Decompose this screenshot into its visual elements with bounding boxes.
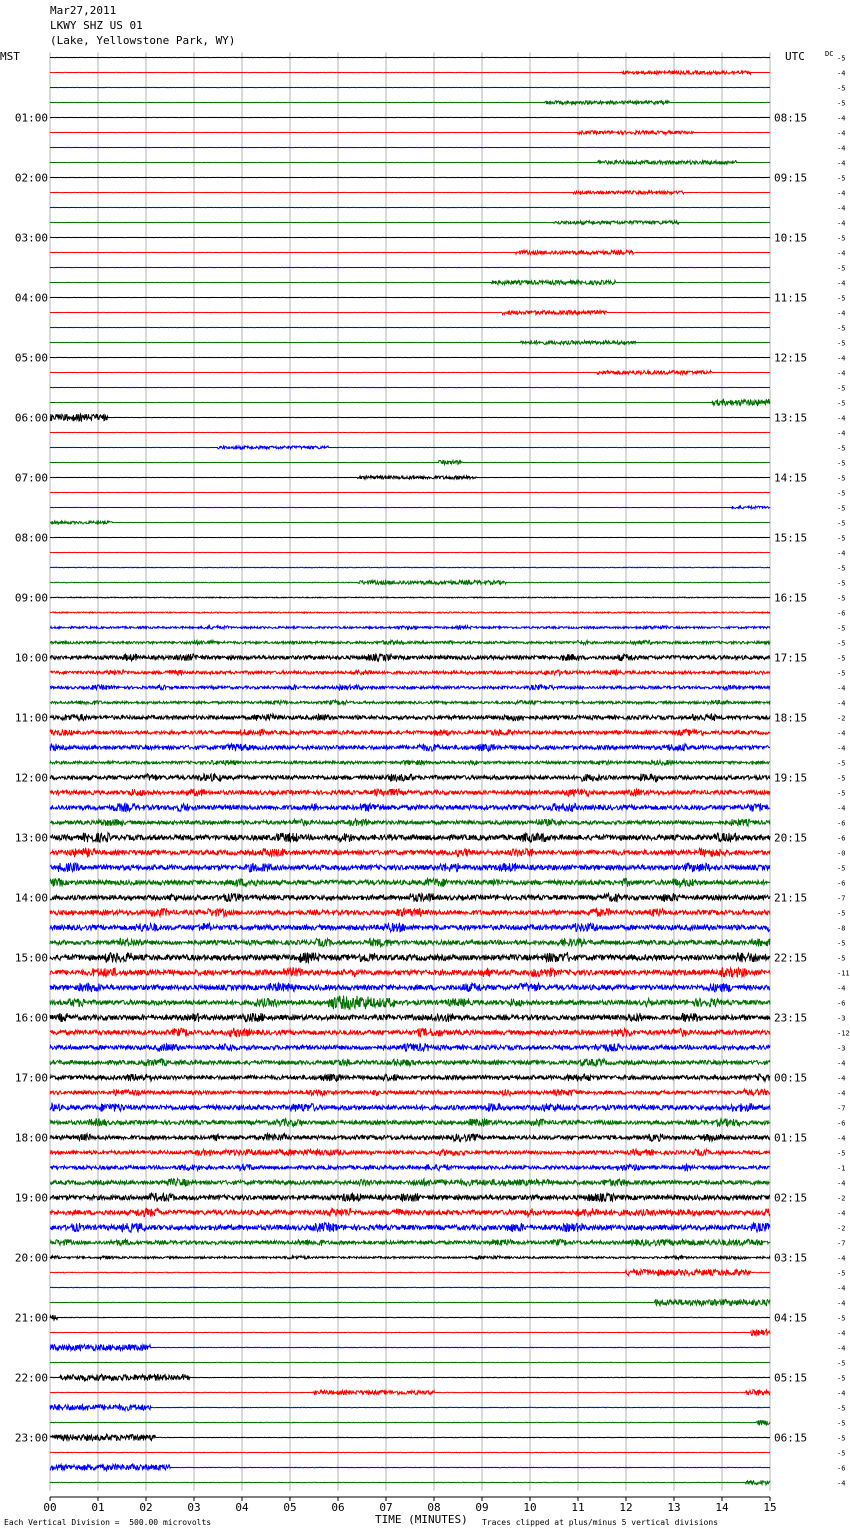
- dc-offset-label: -5: [837, 54, 846, 63]
- seismic-trace-row-60: [50, 953, 770, 963]
- x-tick-label: 08: [427, 1501, 441, 1514]
- x-tick-label: 01: [91, 1501, 105, 1514]
- seismic-trace-row-85: [50, 1329, 770, 1335]
- seismic-trace-row-39: [50, 640, 770, 644]
- right-hour-label: 12:15: [774, 351, 808, 365]
- x-tick-label: 03: [187, 1501, 201, 1514]
- seismic-trace-row-62: [50, 983, 770, 992]
- seismic-trace-row-72: [50, 1134, 770, 1142]
- chart-date: Mar27,2011: [50, 4, 117, 17]
- dc-offset-label: -5: [837, 1449, 846, 1458]
- dc-offset-label: -6: [837, 1119, 846, 1128]
- dc-offset-label: -5: [837, 84, 846, 93]
- dc-offset-label: -4: [837, 1209, 846, 1218]
- dc-offset-label: -4: [837, 189, 846, 198]
- seismic-trace-row-78: [50, 1223, 770, 1232]
- right-hour-label: 15:15: [774, 531, 808, 545]
- chart-location: (Lake, Yellowstone Park, WY): [50, 34, 236, 47]
- seismic-trace-row-71: [50, 1119, 770, 1127]
- left-hour-label: 07:00: [14, 471, 48, 485]
- dc-offset-label: -5: [837, 444, 846, 453]
- x-tick-label: 11: [571, 1501, 585, 1514]
- seismic-trace-row-95: [50, 1480, 770, 1485]
- dc-offset-label: -4: [837, 1329, 846, 1338]
- dc-offset-label: -5: [837, 669, 846, 678]
- seismic-trace-row-81: [50, 1269, 770, 1275]
- dc-offset-label: -2: [837, 1224, 846, 1233]
- seismic-trace-row-26: [50, 446, 770, 449]
- seismic-trace-row-36: [50, 597, 770, 598]
- dc-offset-label: -6: [837, 834, 846, 843]
- dc-offset-label: -5: [837, 954, 846, 963]
- dc-offset-label: -5: [837, 1269, 846, 1278]
- seismic-trace-row-50: [50, 803, 770, 811]
- seismic-trace-row-45: [50, 729, 770, 736]
- seismic-trace-row-69: [50, 1089, 770, 1095]
- left-hour-label: 17:00: [14, 1071, 48, 1085]
- x-tick-label: 00: [43, 1501, 57, 1514]
- dc-offset-label: -6: [837, 1464, 846, 1473]
- seismic-trace-row-86: [50, 1344, 770, 1350]
- left-hour-label: 14:00: [14, 891, 48, 905]
- left-hour-label: 03:00: [14, 231, 48, 245]
- seismic-trace-row-21: [50, 371, 770, 375]
- left-hour-label: 21:00: [14, 1311, 48, 1325]
- seismic-trace-row-90: [50, 1405, 770, 1411]
- dc-offset-label: -4: [837, 984, 846, 993]
- seismic-trace-row-17: [50, 310, 770, 314]
- dc-offset-label: -2: [837, 714, 846, 723]
- dc-offset-label: -4: [837, 1089, 846, 1098]
- seismic-trace-row-44: [50, 714, 770, 721]
- seismic-trace-row-92: [50, 1435, 770, 1441]
- dc-offset-label: -4: [837, 1389, 846, 1398]
- dc-offset-label: -5: [837, 1149, 846, 1158]
- dc-offset-label: -5: [837, 384, 846, 393]
- right-hour-label: 23:15: [774, 1011, 808, 1025]
- dc-offset-label: -4: [837, 369, 846, 378]
- dc-offset-label: -5: [837, 1314, 846, 1323]
- seismic-trace-row-75: [50, 1179, 770, 1186]
- seismic-trace-row-23: [50, 399, 770, 405]
- seismic-trace-row-30: [50, 506, 770, 509]
- dc-offset-label: -6: [837, 999, 846, 1008]
- seismic-trace-row-43: [50, 700, 770, 705]
- dc-offset-label: -3: [837, 1014, 846, 1023]
- dc-offset-label: -4: [837, 1179, 846, 1188]
- seismic-trace-row-28: [50, 476, 770, 479]
- seismic-trace-row-27: [50, 460, 770, 464]
- seismic-trace-row-31: [50, 521, 770, 524]
- dc-offset-label: -5: [837, 504, 846, 513]
- clip-note: Traces clipped at plus/minus 5 vertical divisions: [482, 1518, 719, 1527]
- left-hour-label: 08:00: [14, 531, 48, 545]
- x-tick-label: 12: [619, 1501, 633, 1514]
- seismic-trace-row-55: [50, 878, 770, 887]
- dc-offset-label: -6: [837, 879, 846, 888]
- dc-offset-label: -4: [837, 429, 846, 438]
- dc-offset-label: -5: [837, 294, 846, 303]
- left-hour-label: 01:00: [14, 111, 48, 125]
- dc-offset-label: -12: [837, 1029, 850, 1038]
- dc-offset-label: -8: [837, 924, 846, 933]
- seismic-trace-row-46: [50, 744, 770, 752]
- seismic-trace-row-9: [50, 191, 770, 194]
- seismic-trace-row-51: [50, 819, 770, 826]
- seismic-trace-row-84: [50, 1315, 770, 1320]
- dc-offset-label: -3: [837, 1044, 846, 1053]
- dc-offset-label: -4: [837, 1284, 846, 1293]
- seismic-trace-row-89: [50, 1390, 770, 1396]
- dc-offset-label: -4: [837, 309, 846, 318]
- dc-offset-label: -5: [837, 264, 846, 273]
- dc-offset-label: -4: [837, 354, 846, 363]
- dc-offset-label: -5: [837, 1434, 846, 1443]
- right-hour-label: 21:15: [774, 891, 808, 905]
- seismic-trace-row-34: [50, 567, 770, 568]
- left-hour-label: 22:00: [14, 1371, 48, 1385]
- left-hour-label: 20:00: [14, 1251, 48, 1265]
- left-hour-label: 11:00: [14, 711, 48, 725]
- seismic-trace-row-42: [50, 685, 770, 690]
- dc-offset-label: -5: [837, 1419, 846, 1428]
- dc-offset-label: -5: [837, 1359, 846, 1368]
- dc-offset-label: -5: [837, 399, 846, 408]
- seismic-trace-row-64: [50, 1013, 770, 1022]
- dc-offset-label: -4: [837, 1479, 846, 1488]
- x-tick-label: 13: [667, 1501, 681, 1514]
- seismic-trace-row-49: [50, 789, 770, 797]
- dc-offset-label: -5: [837, 534, 846, 543]
- left-hour-label: 13:00: [14, 831, 48, 845]
- dc-offset-label: -4: [837, 804, 846, 813]
- right-hour-label: 06:15: [774, 1431, 808, 1445]
- dc-offset-label: -5: [837, 174, 846, 183]
- dc-offset-header: DC: [825, 50, 834, 58]
- right-hour-label: 01:15: [774, 1131, 808, 1145]
- dc-offset-label: -4: [837, 129, 846, 138]
- x-tick-label: 05: [283, 1501, 297, 1514]
- seismic-trace-row-19: [50, 341, 770, 345]
- dc-offset-label: -5: [837, 654, 846, 663]
- seismic-trace-row-68: [50, 1074, 770, 1082]
- scale-note: Each Vertical Division = 500.00 microvolts: [4, 1518, 212, 1527]
- left-hour-label: 04:00: [14, 291, 48, 305]
- dc-offset-label: -4: [837, 1134, 846, 1143]
- dc-offset-label: -5: [837, 519, 846, 528]
- seismic-trace-row-77: [50, 1208, 770, 1217]
- seismic-trace-row-48: [50, 774, 770, 782]
- right-hour-label: 16:15: [774, 591, 808, 605]
- dc-offset-label: -4: [837, 144, 846, 153]
- seismic-trace-row-70: [50, 1103, 770, 1112]
- dc-offset-label: -4: [837, 249, 846, 258]
- dc-offset-label: -0: [837, 849, 846, 858]
- left-hour-label: 23:00: [14, 1431, 48, 1445]
- dc-offset-label: -4: [837, 114, 846, 123]
- seismic-trace-row-94: [50, 1464, 770, 1470]
- right-hour-label: 04:15: [774, 1311, 808, 1325]
- dc-offset-label: -5: [837, 1404, 846, 1413]
- seismic-trace-row-7: [50, 161, 770, 165]
- dc-offset-label: -2: [837, 1194, 846, 1203]
- seismic-trace-row-57: [50, 908, 770, 917]
- x-tick-label: 07: [379, 1501, 393, 1514]
- left-hour-label: 06:00: [14, 411, 48, 425]
- left-hour-label: 09:00: [14, 591, 48, 605]
- dc-offset-label: -4: [837, 684, 846, 693]
- right-hour-label: 03:15: [774, 1251, 808, 1265]
- x-tick-label: 15: [763, 1501, 777, 1514]
- dc-offset-label: -4: [837, 699, 846, 708]
- seismic-trace-row-63: [50, 996, 770, 1010]
- dc-offset-label: -4: [837, 414, 846, 423]
- dc-offset-label: -5: [837, 234, 846, 243]
- dc-offset-label: -4: [837, 204, 846, 213]
- dc-offset-label: -4: [837, 69, 846, 78]
- right-hour-label: 11:15: [774, 291, 808, 305]
- dc-offset-label: -6: [837, 609, 846, 618]
- dc-offset-label: -5: [837, 909, 846, 918]
- seismic-trace-row-24: [50, 414, 770, 421]
- dc-offset-label: -4: [837, 549, 846, 558]
- right-hour-label: 20:15: [774, 831, 808, 845]
- dc-offset-label: -5: [837, 489, 846, 498]
- dc-offset-label: -11: [837, 969, 850, 978]
- seismic-trace-row-76: [50, 1193, 770, 1201]
- seismic-trace-row-38: [50, 626, 770, 630]
- seismic-trace-row-40: [50, 654, 770, 661]
- dc-offset-label: -4: [837, 729, 846, 738]
- seismic-trace-row-3: [50, 101, 770, 104]
- chart-station: LKWY SHZ US 01: [50, 19, 143, 32]
- right-hour-label: 00:15: [774, 1071, 808, 1085]
- seismic-trace-row-67: [50, 1059, 770, 1067]
- dc-offset-label: -7: [837, 1104, 846, 1113]
- x-axis-title: TIME (MINUTES): [375, 1513, 468, 1526]
- seismic-trace-row-66: [50, 1044, 770, 1052]
- x-tick-label: 14: [715, 1501, 729, 1514]
- dc-offset-label: -5: [837, 474, 846, 483]
- left-hour-label: 19:00: [14, 1191, 48, 1205]
- seismic-trace-row-15: [50, 280, 770, 284]
- seismic-trace-row-13: [50, 250, 770, 254]
- x-tick-label: 02: [139, 1501, 153, 1514]
- right-hour-label: 14:15: [774, 471, 808, 485]
- seismic-trace-row-11: [50, 221, 770, 224]
- seismic-trace-row-53: [50, 848, 770, 856]
- right-hour-label: 22:15: [774, 951, 808, 965]
- dc-offset-label: -5: [837, 564, 846, 573]
- seismic-trace-row-73: [50, 1149, 770, 1156]
- right-hour-label: 17:15: [774, 651, 808, 665]
- seismic-trace-row-5: [50, 131, 770, 134]
- right-timezone-label: UTC: [785, 50, 805, 63]
- dc-offset-label: -5: [837, 939, 846, 948]
- dc-offset-label: -4: [837, 1254, 846, 1263]
- dc-offset-label: -5: [837, 864, 846, 873]
- seismic-trace-row-74: [50, 1164, 770, 1171]
- dc-offset-label: -7: [837, 1239, 846, 1248]
- seismic-trace-row-91: [50, 1420, 770, 1425]
- dc-offset-label: -6: [837, 819, 846, 828]
- dc-offset-label: -5: [837, 774, 846, 783]
- dc-offset-label: -4: [837, 219, 846, 228]
- seismic-trace-row-59: [50, 939, 770, 947]
- seismic-trace-row-35: [50, 580, 770, 584]
- dc-offset-label: -4: [837, 279, 846, 288]
- dc-offset-label: -5: [837, 339, 846, 348]
- seismic-trace-row-65: [50, 1028, 770, 1036]
- seismic-trace-row-83: [50, 1299, 770, 1305]
- dc-offset-label: -5: [837, 639, 846, 648]
- x-tick-label: 04: [235, 1501, 249, 1514]
- seismic-trace-row-88: [50, 1374, 770, 1380]
- right-hour-label: 18:15: [774, 711, 808, 725]
- seismic-trace-row-61: [50, 968, 770, 978]
- x-tick-label: 09: [475, 1501, 489, 1514]
- left-hour-label: 16:00: [14, 1011, 48, 1025]
- dc-offset-label: -4: [837, 1299, 846, 1308]
- dc-offset-label: -4: [837, 744, 846, 753]
- dc-offset-label: -5: [837, 324, 846, 333]
- x-tick-label: 06: [331, 1501, 345, 1514]
- left-hour-label: 02:00: [14, 171, 48, 185]
- right-hour-label: 09:15: [774, 171, 808, 185]
- dc-offset-label: -1: [837, 1164, 846, 1173]
- right-hour-label: 10:15: [774, 231, 808, 245]
- left-hour-label: 18:00: [14, 1131, 48, 1145]
- right-hour-label: 05:15: [774, 1371, 808, 1385]
- dc-offset-label: -4: [837, 1344, 846, 1353]
- right-hour-label: 02:15: [774, 1191, 808, 1205]
- left-hour-label: 12:00: [14, 771, 48, 785]
- left-timezone-label: MST: [0, 50, 20, 63]
- dc-offset-label: -5: [837, 759, 846, 768]
- left-hour-label: 15:00: [14, 951, 48, 965]
- left-hour-label: 05:00: [14, 351, 48, 365]
- dc-offset-label: -4: [837, 1074, 846, 1083]
- dc-offset-label: -4: [837, 1059, 846, 1068]
- seismic-trace-row-37: [50, 612, 770, 613]
- dc-offset-label: -5: [837, 789, 846, 798]
- seismic-trace-row-41: [50, 670, 770, 676]
- dc-offset-label: -5: [837, 579, 846, 588]
- seismic-trace-row-58: [50, 923, 770, 932]
- dc-offset-label: -5: [837, 1374, 846, 1383]
- dc-offset-label: -5: [837, 459, 846, 468]
- dc-offset-label: -5: [837, 99, 846, 108]
- right-hour-label: 19:15: [774, 771, 808, 785]
- seismic-trace-row-47: [50, 760, 770, 765]
- x-tick-label: 10: [523, 1501, 537, 1514]
- seismic-trace-row-79: [50, 1239, 770, 1246]
- seismic-trace-row-56: [50, 893, 770, 902]
- seismic-trace-row-54: [50, 863, 770, 872]
- seismic-trace-row-52: [50, 833, 770, 843]
- seismic-trace-row-1: [50, 71, 770, 74]
- right-hour-label: 08:15: [774, 111, 808, 125]
- dc-offset-label: -5: [837, 624, 846, 633]
- dc-offset-label: -4: [837, 159, 846, 168]
- left-hour-label: 10:00: [14, 651, 48, 665]
- right-hour-label: 13:15: [774, 411, 808, 425]
- seismic-trace-row-80: [50, 1256, 770, 1260]
- dc-offset-label: -7: [837, 894, 846, 903]
- dc-offset-label: -5: [837, 594, 846, 603]
